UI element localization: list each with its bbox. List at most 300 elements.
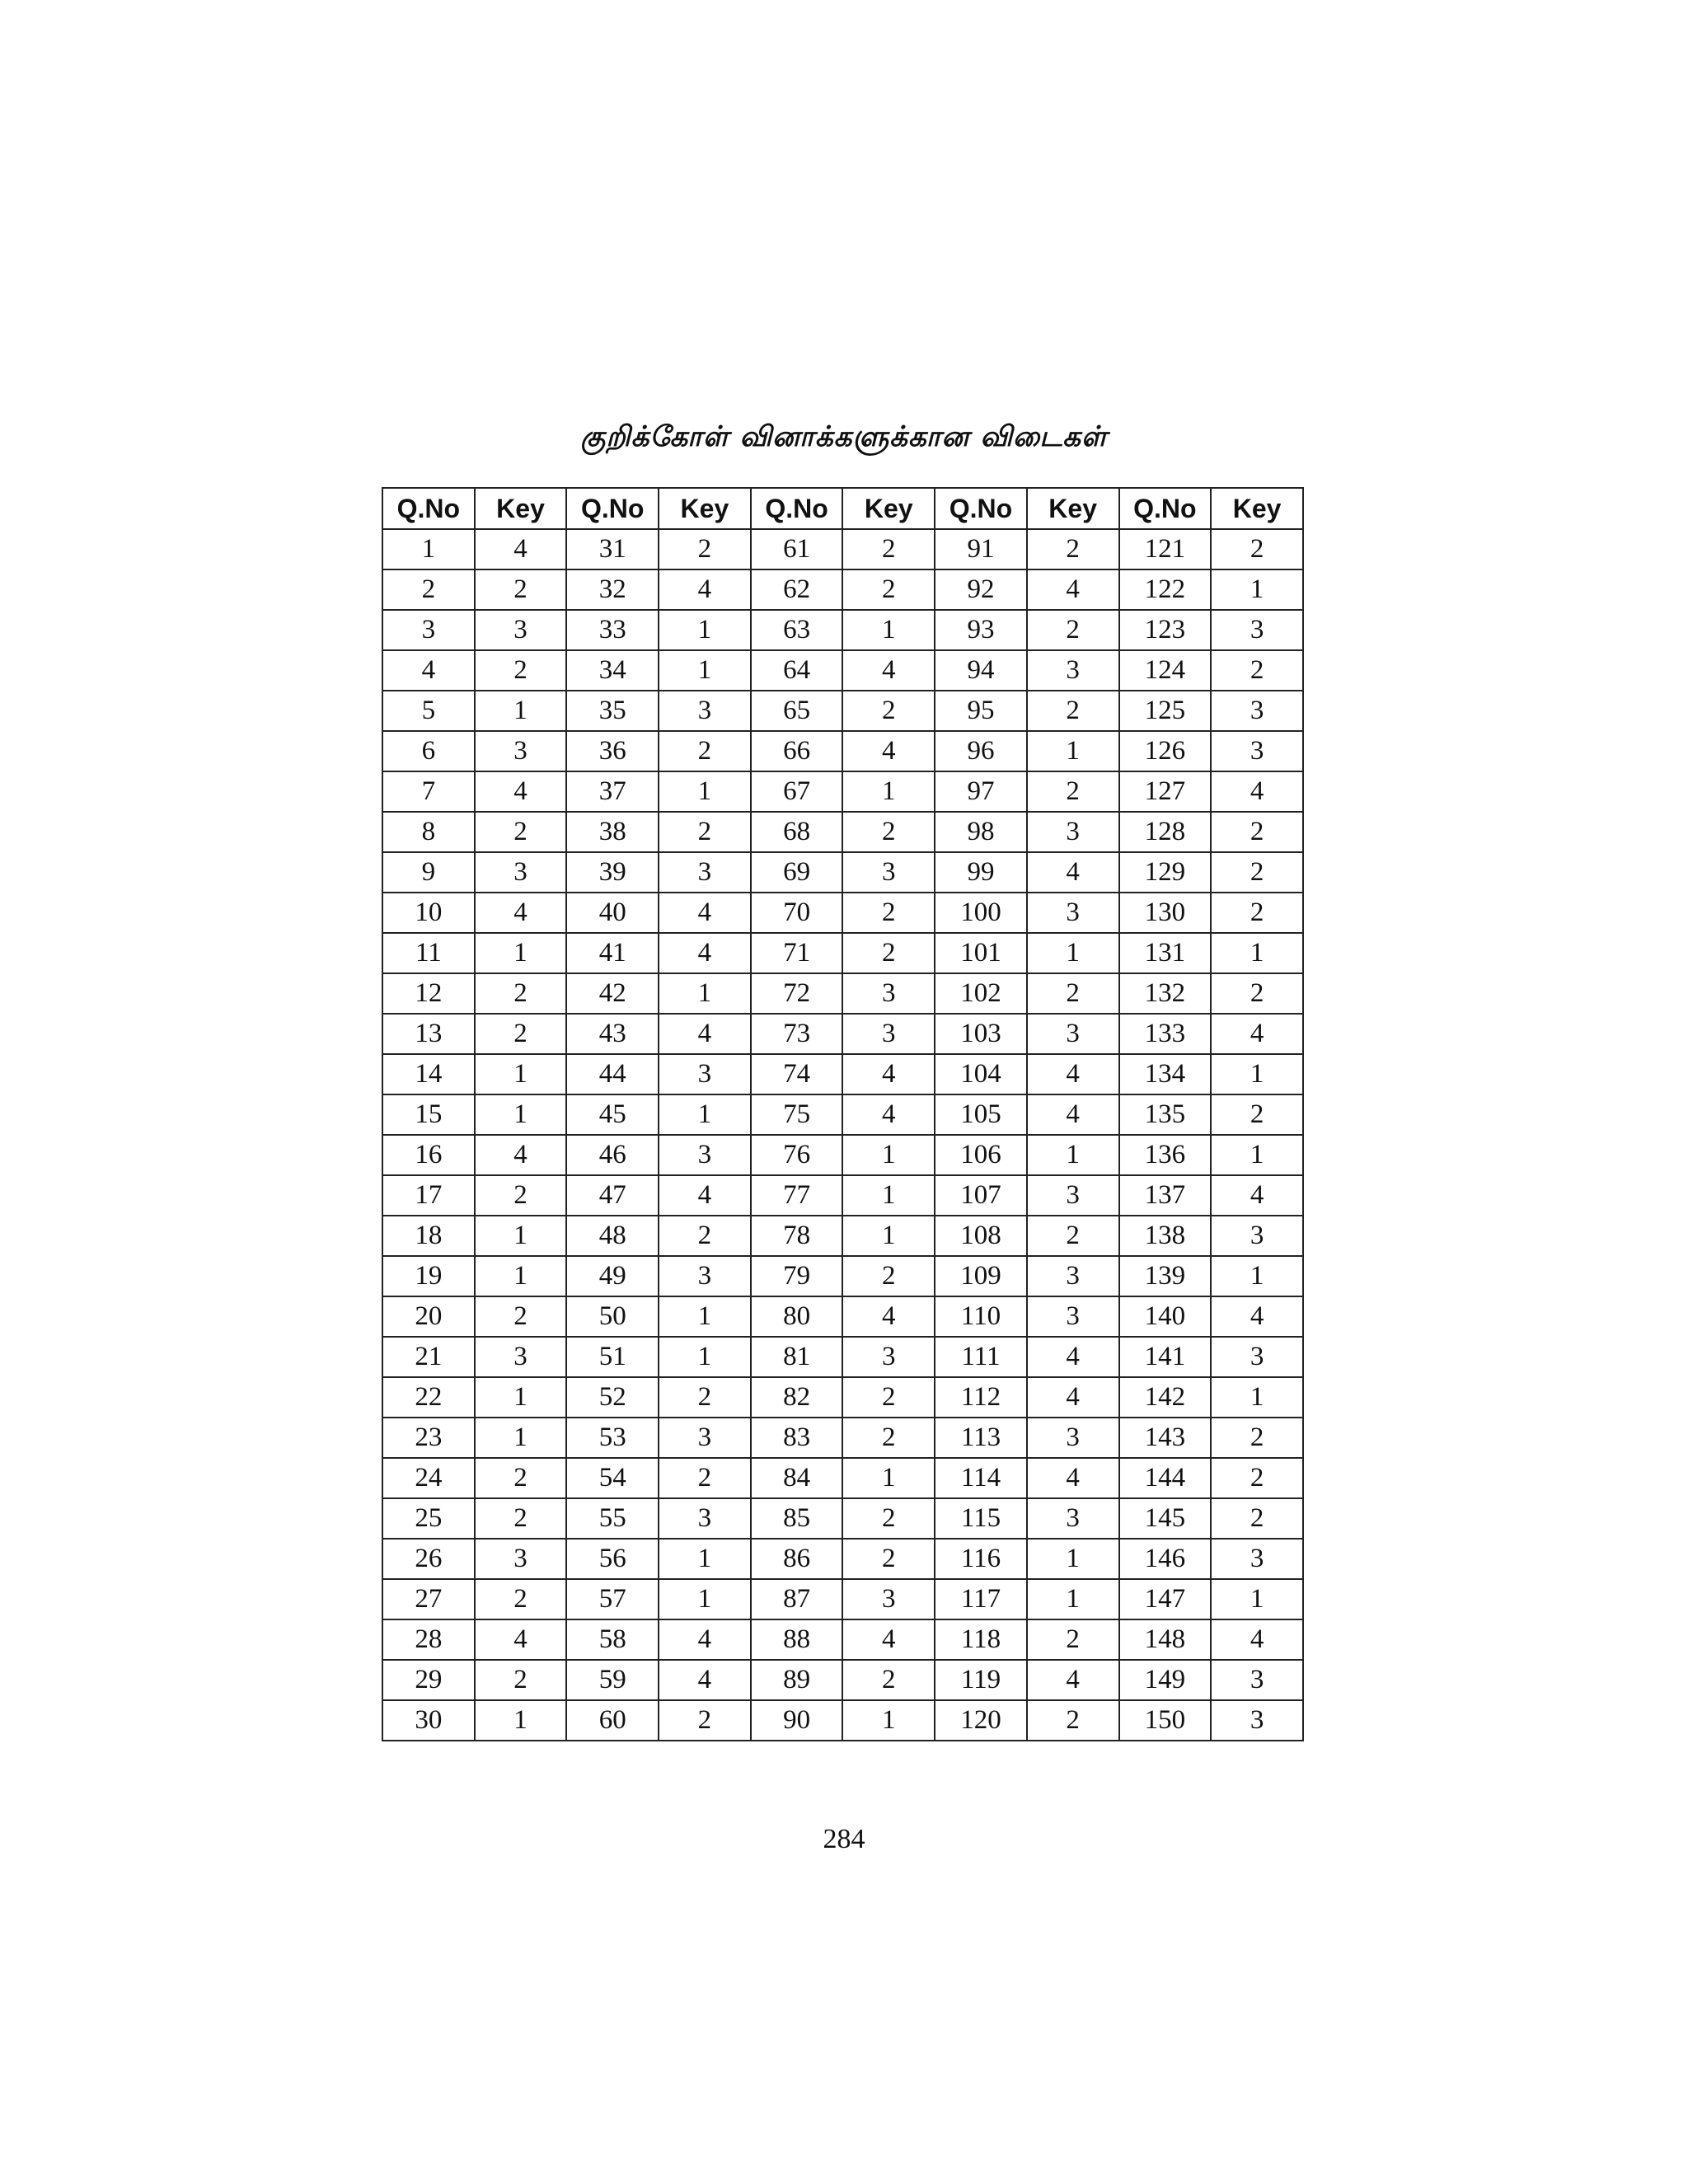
- question-number-cell: 103: [935, 1014, 1027, 1054]
- question-number-cell: 148: [1119, 1619, 1212, 1660]
- question-number-cell: 123: [1119, 610, 1212, 650]
- answer-key-cell: 2: [659, 529, 751, 569]
- table-row: [382, 569, 1303, 610]
- question-number-cell: 113: [935, 1418, 1027, 1458]
- answer-key-cell: 4: [842, 1619, 935, 1660]
- question-number-cell: 19: [382, 1256, 475, 1296]
- question-number-cell: 42: [566, 973, 659, 1014]
- question-number-cell: 124: [1119, 650, 1212, 691]
- question-number-cell: 63: [751, 610, 843, 650]
- question-number-cell: 3: [382, 610, 475, 650]
- answer-key-cell: 1: [842, 610, 935, 650]
- question-number-cell: 67: [751, 771, 843, 812]
- question-number-cell: 18: [382, 1216, 475, 1256]
- question-number-cell: 132: [1119, 973, 1212, 1014]
- answer-key-cell: 3: [842, 1014, 935, 1054]
- answer-key-cell: 3: [1211, 610, 1303, 650]
- answer-key-cell: 1: [659, 1337, 751, 1377]
- answer-key-cell: 1: [1027, 731, 1119, 771]
- question-number-cell: 13: [382, 1014, 475, 1054]
- table-row: [382, 1458, 1303, 1498]
- answer-key-cell: 3: [1027, 893, 1119, 933]
- answer-key-cell: 2: [1027, 1216, 1119, 1256]
- question-number-cell: 99: [935, 852, 1027, 893]
- question-number-cell: 74: [751, 1054, 843, 1094]
- answer-key-cell: 2: [659, 1216, 751, 1256]
- question-number-cell: 138: [1119, 1216, 1212, 1256]
- answer-key-cell: 1: [475, 933, 567, 973]
- answer-key-table-body: [382, 529, 1303, 1741]
- question-number-cell: 117: [935, 1579, 1027, 1619]
- question-number-cell: 50: [566, 1296, 659, 1337]
- header-key: Key: [475, 488, 567, 529]
- table-row: [382, 1135, 1303, 1175]
- answer-key-cell: 4: [842, 1054, 935, 1094]
- question-number-cell: 84: [751, 1458, 843, 1498]
- question-number-cell: 73: [751, 1014, 843, 1054]
- header-qno: Q.No: [566, 488, 659, 529]
- answer-key-cell: 3: [475, 610, 567, 650]
- question-number-cell: 65: [751, 691, 843, 731]
- answer-key-cell: 1: [842, 1135, 935, 1175]
- table-row: [382, 1014, 1303, 1054]
- answer-key-cell: 4: [1027, 1660, 1119, 1700]
- question-number-cell: 11: [382, 933, 475, 973]
- question-number-cell: 6: [382, 731, 475, 771]
- header-qno: Q.No: [382, 488, 475, 529]
- question-number-cell: 64: [751, 650, 843, 691]
- question-number-cell: 90: [751, 1700, 843, 1741]
- table-row: [382, 973, 1303, 1014]
- question-number-cell: 112: [935, 1377, 1027, 1418]
- answer-key-cell: 2: [1211, 650, 1303, 691]
- question-number-cell: 126: [1119, 731, 1212, 771]
- question-number-cell: 60: [566, 1700, 659, 1741]
- answer-key-cell: 2: [475, 1014, 567, 1054]
- question-number-cell: 72: [751, 973, 843, 1014]
- question-number-cell: 86: [751, 1539, 843, 1579]
- answer-key-cell: 1: [659, 1579, 751, 1619]
- answer-key-cell: 2: [1027, 1700, 1119, 1741]
- question-number-cell: 41: [566, 933, 659, 973]
- answer-key-cell: 4: [1027, 1337, 1119, 1377]
- answer-key-cell: 1: [1027, 1579, 1119, 1619]
- answer-key-cell: 2: [475, 1579, 567, 1619]
- answer-key-cell: 4: [1027, 569, 1119, 610]
- answer-key-cell: 4: [475, 1619, 567, 1660]
- answer-key-cell: 3: [842, 1337, 935, 1377]
- answer-key-cell: 2: [842, 1660, 935, 1700]
- answer-key-cell: 1: [1027, 1539, 1119, 1579]
- question-number-cell: 135: [1119, 1094, 1212, 1135]
- question-number-cell: 116: [935, 1539, 1027, 1579]
- question-number-cell: 52: [566, 1377, 659, 1418]
- answer-key-cell: 4: [1211, 1014, 1303, 1054]
- answer-key-cell: 2: [842, 1377, 935, 1418]
- table-row: [382, 1418, 1303, 1458]
- question-number-cell: 55: [566, 1498, 659, 1539]
- question-number-cell: 125: [1119, 691, 1212, 731]
- question-number-cell: 1: [382, 529, 475, 569]
- question-number-cell: 93: [935, 610, 1027, 650]
- question-number-cell: 51: [566, 1337, 659, 1377]
- answer-key-cell: 2: [1211, 812, 1303, 852]
- table-row: [382, 812, 1303, 852]
- question-number-cell: 35: [566, 691, 659, 731]
- question-number-cell: 14: [382, 1054, 475, 1094]
- question-number-cell: 45: [566, 1094, 659, 1135]
- answer-key-cell: 2: [842, 812, 935, 852]
- table-row: [382, 1539, 1303, 1579]
- header-row: [382, 488, 1303, 529]
- question-number-cell: 8: [382, 812, 475, 852]
- question-number-cell: 44: [566, 1054, 659, 1094]
- question-number-cell: 21: [382, 1337, 475, 1377]
- answer-key-cell: 4: [1211, 1175, 1303, 1216]
- answer-key-cell: 3: [1211, 691, 1303, 731]
- answer-key-cell: 1: [475, 1256, 567, 1296]
- answer-key-cell: 2: [1211, 1418, 1303, 1458]
- question-number-cell: 12: [382, 973, 475, 1014]
- answer-key-cell: 2: [475, 650, 567, 691]
- answer-key-cell: 3: [659, 1418, 751, 1458]
- answer-key-cell: 3: [1027, 812, 1119, 852]
- answer-key-cell: 1: [475, 1700, 567, 1741]
- answer-key-cell: 1: [1211, 1377, 1303, 1418]
- question-number-cell: 104: [935, 1054, 1027, 1094]
- answer-key-cell: 3: [659, 691, 751, 731]
- question-number-cell: 130: [1119, 893, 1212, 933]
- question-number-cell: 49: [566, 1256, 659, 1296]
- question-number-cell: 118: [935, 1619, 1027, 1660]
- question-number-cell: 141: [1119, 1337, 1212, 1377]
- answer-key-cell: 4: [1211, 771, 1303, 812]
- question-number-cell: 22: [382, 1377, 475, 1418]
- answer-key-cell: 3: [1027, 1175, 1119, 1216]
- question-number-cell: 79: [751, 1256, 843, 1296]
- answer-key-cell: 1: [1211, 933, 1303, 973]
- answer-key-cell: 1: [475, 1216, 567, 1256]
- question-number-cell: 140: [1119, 1296, 1212, 1337]
- answer-key-cell: 3: [842, 1579, 935, 1619]
- table-row: [382, 852, 1303, 893]
- answer-key-cell: 3: [1211, 1660, 1303, 1700]
- table-row: [382, 1377, 1303, 1418]
- answer-key-cell: 1: [475, 1377, 567, 1418]
- answer-key-cell: 1: [842, 1700, 935, 1741]
- answer-key-cell: 4: [475, 1135, 567, 1175]
- question-number-cell: 81: [751, 1337, 843, 1377]
- question-number-cell: 4: [382, 650, 475, 691]
- answer-key-cell: 4: [659, 1175, 751, 1216]
- question-number-cell: 78: [751, 1216, 843, 1256]
- answer-key-cell: 1: [842, 1175, 935, 1216]
- answer-key-cell: 1: [659, 1539, 751, 1579]
- question-number-cell: 95: [935, 691, 1027, 731]
- answer-key-cell: 2: [475, 1458, 567, 1498]
- question-number-cell: 139: [1119, 1256, 1212, 1296]
- answer-key-cell: 4: [842, 650, 935, 691]
- answer-key-cell: 2: [842, 1256, 935, 1296]
- question-number-cell: 47: [566, 1175, 659, 1216]
- answer-key-cell: 1: [659, 771, 751, 812]
- table-row: [382, 1579, 1303, 1619]
- answer-key-cell: 2: [842, 1498, 935, 1539]
- question-number-cell: 75: [751, 1094, 843, 1135]
- table-row: [382, 893, 1303, 933]
- answer-key-cell: 1: [659, 973, 751, 1014]
- answer-key-cell: 2: [842, 529, 935, 569]
- answer-key-cell: 3: [842, 973, 935, 1014]
- answer-key-cell: 1: [842, 1458, 935, 1498]
- answer-key-cell: 2: [659, 1700, 751, 1741]
- answer-key-cell: 1: [1211, 1579, 1303, 1619]
- question-number-cell: 92: [935, 569, 1027, 610]
- question-number-cell: 122: [1119, 569, 1212, 610]
- question-number-cell: 145: [1119, 1498, 1212, 1539]
- question-number-cell: 17: [382, 1175, 475, 1216]
- question-number-cell: 143: [1119, 1418, 1212, 1458]
- table-row: [382, 731, 1303, 771]
- answer-key-cell: 2: [475, 1175, 567, 1216]
- answer-key-cell: 2: [659, 731, 751, 771]
- question-number-cell: 39: [566, 852, 659, 893]
- table-row: [382, 691, 1303, 731]
- answer-key-cell: 2: [842, 569, 935, 610]
- question-number-cell: 24: [382, 1458, 475, 1498]
- answer-key-cell: 3: [1211, 1337, 1303, 1377]
- answer-key-cell: 1: [842, 1216, 935, 1256]
- answer-key-cell: 1: [659, 1296, 751, 1337]
- question-number-cell: 149: [1119, 1660, 1212, 1700]
- answer-key-cell: 3: [1211, 1539, 1303, 1579]
- question-number-cell: 10: [382, 893, 475, 933]
- table-row: [382, 771, 1303, 812]
- answer-key-cell: 2: [475, 1660, 567, 1700]
- header-key: Key: [842, 488, 935, 529]
- answer-key-cell: 4: [1027, 1458, 1119, 1498]
- table-row: [382, 1498, 1303, 1539]
- question-number-cell: 26: [382, 1539, 475, 1579]
- answer-key-cell: 2: [1211, 529, 1303, 569]
- question-number-cell: 105: [935, 1094, 1027, 1135]
- question-number-cell: 48: [566, 1216, 659, 1256]
- question-number-cell: 98: [935, 812, 1027, 852]
- question-number-cell: 38: [566, 812, 659, 852]
- question-number-cell: 85: [751, 1498, 843, 1539]
- table-row: [382, 1619, 1303, 1660]
- answer-key-cell: 1: [1027, 1135, 1119, 1175]
- question-number-cell: 107: [935, 1175, 1027, 1216]
- question-number-cell: 80: [751, 1296, 843, 1337]
- table-row: [382, 1216, 1303, 1256]
- header-key: Key: [1027, 488, 1119, 529]
- question-number-cell: 87: [751, 1579, 843, 1619]
- question-number-cell: 76: [751, 1135, 843, 1175]
- answer-key-cell: 2: [1211, 1458, 1303, 1498]
- question-number-cell: 56: [566, 1539, 659, 1579]
- question-number-cell: 115: [935, 1498, 1027, 1539]
- question-number-cell: 110: [935, 1296, 1027, 1337]
- answer-key-cell: 1: [475, 1054, 567, 1094]
- answer-key-cell: 2: [1211, 973, 1303, 1014]
- question-number-cell: 82: [751, 1377, 843, 1418]
- answer-key-cell: 1: [659, 1094, 751, 1135]
- question-number-cell: 131: [1119, 933, 1212, 973]
- answer-key-cell: 3: [1027, 1498, 1119, 1539]
- question-number-cell: 57: [566, 1579, 659, 1619]
- table-row: [382, 1175, 1303, 1216]
- question-number-cell: 29: [382, 1660, 475, 1700]
- header-key: Key: [1211, 488, 1303, 529]
- question-number-cell: 5: [382, 691, 475, 731]
- answer-key-cell: 4: [842, 1094, 935, 1135]
- question-number-cell: 68: [751, 812, 843, 852]
- question-number-cell: 66: [751, 731, 843, 771]
- answer-key-cell: 4: [842, 731, 935, 771]
- answer-key-cell: 3: [475, 852, 567, 893]
- question-number-cell: 147: [1119, 1579, 1212, 1619]
- answer-key-cell: 2: [475, 812, 567, 852]
- question-number-cell: 96: [935, 731, 1027, 771]
- answer-key-cell: 4: [1211, 1619, 1303, 1660]
- question-number-cell: 134: [1119, 1054, 1212, 1094]
- header-qno: Q.No: [751, 488, 843, 529]
- question-number-cell: 97: [935, 771, 1027, 812]
- question-number-cell: 114: [935, 1458, 1027, 1498]
- answer-key-cell: 4: [659, 1660, 751, 1700]
- answer-key-cell: 4: [1027, 852, 1119, 893]
- page-title: குறிக்கோள் வினாக்களுக்கான விடைகள்: [580, 420, 1108, 453]
- table-row: [382, 1296, 1303, 1337]
- answer-key-cell: 2: [842, 1539, 935, 1579]
- question-number-cell: 77: [751, 1175, 843, 1216]
- answer-key-cell: 1: [475, 1094, 567, 1135]
- question-number-cell: 101: [935, 933, 1027, 973]
- answer-key-cell: 1: [475, 691, 567, 731]
- answer-key-cell: 3: [659, 1498, 751, 1539]
- answer-key-cell: 4: [659, 1619, 751, 1660]
- question-number-cell: 127: [1119, 771, 1212, 812]
- answer-key-cell: 3: [1027, 650, 1119, 691]
- question-number-cell: 133: [1119, 1014, 1212, 1054]
- answer-key-cell: 4: [475, 893, 567, 933]
- answer-key-cell: 1: [659, 610, 751, 650]
- answer-key-cell: 2: [475, 973, 567, 1014]
- question-number-cell: 62: [751, 569, 843, 610]
- table-row: [382, 650, 1303, 691]
- answer-key-cell: 2: [475, 1296, 567, 1337]
- question-number-cell: 61: [751, 529, 843, 569]
- answer-key-cell: 4: [1027, 1377, 1119, 1418]
- question-number-cell: 137: [1119, 1175, 1212, 1216]
- answer-key-cell: 3: [1211, 731, 1303, 771]
- answer-key-cell: 3: [1027, 1014, 1119, 1054]
- answer-key-cell: 3: [1211, 1700, 1303, 1741]
- question-number-cell: 88: [751, 1619, 843, 1660]
- table-row: [382, 1337, 1303, 1377]
- answer-key-cell: 3: [659, 852, 751, 893]
- answer-key-cell: 2: [1211, 1498, 1303, 1539]
- question-number-cell: 34: [566, 650, 659, 691]
- answer-key-cell: 1: [1211, 569, 1303, 610]
- answer-key-cell: 4: [659, 933, 751, 973]
- answer-key-cell: 2: [1027, 771, 1119, 812]
- header-qno: Q.No: [1119, 488, 1212, 529]
- table-row: [382, 1054, 1303, 1094]
- answer-key-cell: 4: [842, 1296, 935, 1337]
- answer-key-cell: 3: [1027, 1296, 1119, 1337]
- question-number-cell: 33: [566, 610, 659, 650]
- question-number-cell: 94: [935, 650, 1027, 691]
- question-number-cell: 2: [382, 569, 475, 610]
- answer-key-cell: 4: [659, 893, 751, 933]
- question-number-cell: 37: [566, 771, 659, 812]
- question-number-cell: 142: [1119, 1377, 1212, 1418]
- table-row: [382, 1256, 1303, 1296]
- question-number-cell: 20: [382, 1296, 475, 1337]
- question-number-cell: 120: [935, 1700, 1027, 1741]
- question-number-cell: 25: [382, 1498, 475, 1539]
- question-number-cell: 71: [751, 933, 843, 973]
- question-number-cell: 121: [1119, 529, 1212, 569]
- answer-key-cell: 1: [659, 650, 751, 691]
- answer-key-cell: 2: [1027, 691, 1119, 731]
- answer-key-cell: 2: [1211, 852, 1303, 893]
- table-row: [382, 1700, 1303, 1741]
- answer-key-cell: 3: [1027, 1418, 1119, 1458]
- answer-key-cell: 2: [475, 569, 567, 610]
- question-number-cell: 58: [566, 1619, 659, 1660]
- answer-key-table-head: [382, 488, 1303, 529]
- question-number-cell: 144: [1119, 1458, 1212, 1498]
- answer-key-cell: 4: [1027, 1054, 1119, 1094]
- question-number-cell: 53: [566, 1418, 659, 1458]
- table-row: [382, 1660, 1303, 1700]
- question-number-cell: 7: [382, 771, 475, 812]
- question-number-cell: 59: [566, 1660, 659, 1700]
- table-row: [382, 933, 1303, 973]
- question-number-cell: 150: [1119, 1700, 1212, 1741]
- answer-key-cell: 3: [475, 1539, 567, 1579]
- answer-key-cell: 2: [1027, 973, 1119, 1014]
- question-number-cell: 15: [382, 1094, 475, 1135]
- question-number-cell: 43: [566, 1014, 659, 1054]
- question-number-cell: 31: [566, 529, 659, 569]
- answer-key-cell: 4: [1211, 1296, 1303, 1337]
- table-row: [382, 1094, 1303, 1135]
- answer-key-cell: 3: [475, 1337, 567, 1377]
- answer-key-cell: 2: [475, 1498, 567, 1539]
- answer-key-cell: 1: [1211, 1256, 1303, 1296]
- question-number-cell: 27: [382, 1579, 475, 1619]
- answer-key-cell: 4: [475, 771, 567, 812]
- question-number-cell: 136: [1119, 1135, 1212, 1175]
- answer-key-cell: 2: [659, 1458, 751, 1498]
- question-number-cell: 69: [751, 852, 843, 893]
- answer-key-cell: 2: [1211, 1094, 1303, 1135]
- table-row: [382, 529, 1303, 569]
- answer-key-cell: 1: [1027, 933, 1119, 973]
- answer-key-cell: 1: [842, 771, 935, 812]
- answer-key-cell: 2: [842, 893, 935, 933]
- question-number-cell: 129: [1119, 852, 1212, 893]
- answer-key-cell: 2: [659, 812, 751, 852]
- question-number-cell: 9: [382, 852, 475, 893]
- answer-key-cell: 4: [1027, 1094, 1119, 1135]
- answer-key-cell: 3: [659, 1135, 751, 1175]
- question-number-cell: 70: [751, 893, 843, 933]
